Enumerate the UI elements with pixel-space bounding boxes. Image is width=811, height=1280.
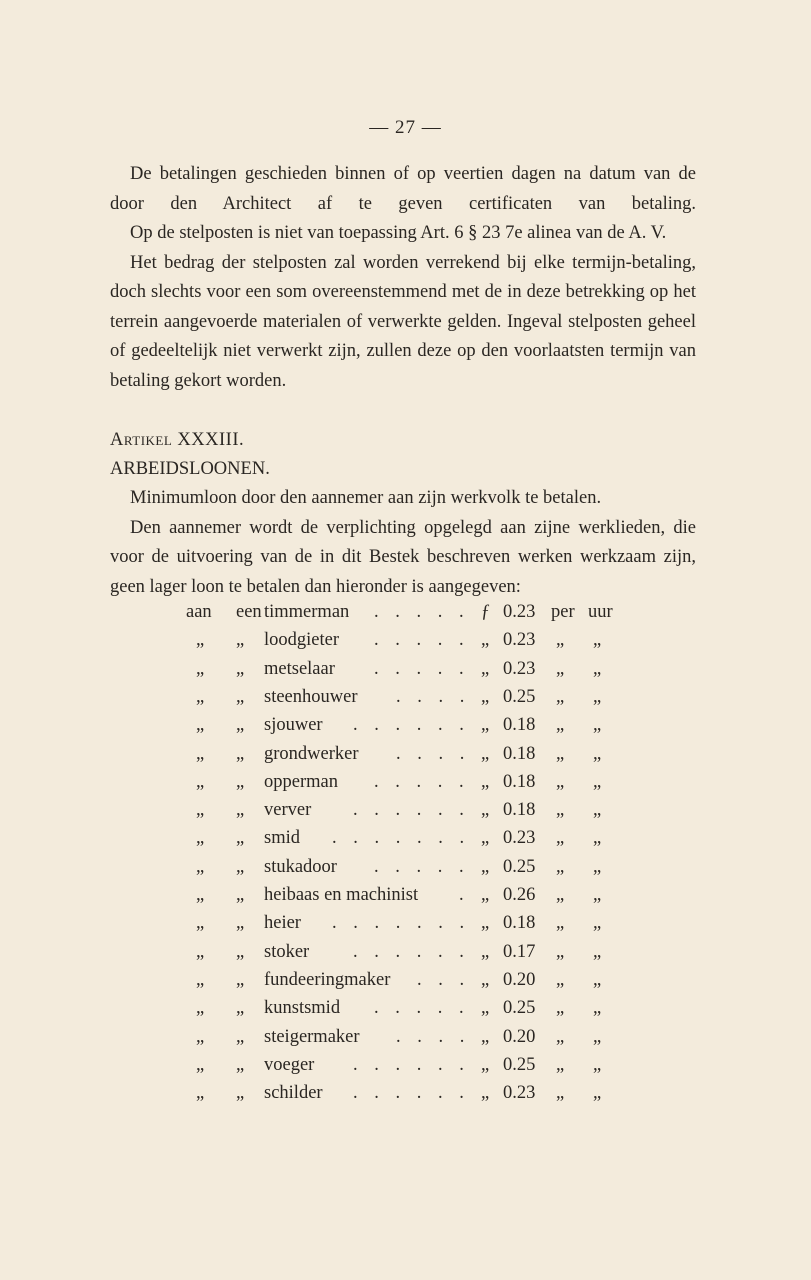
table-row [0, 885, 811, 913]
trade-name: voeger [264, 1054, 315, 1075]
currency-symbol: „ [481, 1054, 490, 1075]
unit-2: „ [593, 885, 602, 905]
table-row [0, 913, 811, 941]
unit-1: „ [556, 885, 565, 905]
table-row [0, 942, 811, 970]
wage-rate: 0.23 [503, 658, 536, 679]
row-prefix-2: „ [236, 771, 245, 792]
dot-leader: . . . . . [374, 856, 470, 877]
body-text [110, 160, 696, 396]
dot-leader: . . . . . [374, 998, 470, 1019]
unit-1: „ [556, 913, 565, 934]
trade-name: heier [264, 913, 301, 934]
wage-rate: 0.17 [503, 941, 536, 962]
unit-1: „ [556, 715, 565, 736]
dot-leader: . . . . . [374, 630, 470, 651]
unit-2: uur [588, 602, 613, 622]
unit-1: „ [556, 1083, 565, 1104]
table-row [0, 828, 811, 856]
table-row [0, 602, 811, 630]
row-prefix-1: „ [196, 743, 205, 764]
row-prefix-2: „ [236, 913, 245, 934]
dot-leader: . . . [417, 969, 471, 990]
table-row [0, 1083, 811, 1111]
row-prefix-2: „ [236, 828, 245, 849]
unit-1: „ [556, 800, 565, 821]
row-prefix-1: „ [196, 856, 205, 877]
trade-name: heibaas en machinist [264, 885, 419, 905]
wage-rate: 0.23 [503, 828, 536, 849]
paragraph-settlement: Het bedrag der stelposten zal worden verrekend bij elke termijn-betaling, doch slechts voor een som overeenstemmend met de in deze betrekking op het terrein aangevoerde materialen of verwerkte gelden. Ingeval stelposten geheel of gedeeltelijk niet verwerkt zijn, zullen deze op den voorlaatsten termijn van betaling gekort worden. [110, 252, 696, 391]
unit-1: „ [556, 771, 565, 792]
currency-symbol: „ [481, 743, 490, 764]
trade-name: steigermaker [264, 1026, 360, 1047]
currency-symbol: „ [481, 658, 490, 679]
row-prefix-2: „ [236, 630, 245, 651]
currency-symbol: „ [481, 998, 490, 1019]
unit-1: „ [556, 1054, 565, 1075]
unit-1: „ [556, 686, 565, 707]
row-prefix-1: aan [186, 602, 212, 622]
unit-2: „ [593, 1054, 602, 1075]
row-prefix-2: „ [236, 856, 245, 877]
wage-rate: 0.26 [503, 885, 536, 905]
table-row [0, 630, 811, 658]
wage-rate: 0.25 [503, 856, 536, 877]
trade-name: sjouwer [264, 715, 323, 736]
wage-rate: 0.25 [503, 686, 536, 707]
row-prefix-2: „ [236, 941, 245, 962]
trade-name: verver [264, 800, 312, 821]
row-prefix-2: „ [236, 969, 245, 990]
currency-symbol: „ [481, 828, 490, 849]
unit-1: „ [556, 998, 565, 1019]
wage-rate: 0.23 [503, 630, 536, 651]
trade-name: steenhouwer [264, 686, 358, 707]
unit-2: „ [593, 941, 602, 962]
row-prefix-1: „ [196, 800, 205, 821]
currency-symbol: ƒ [481, 602, 491, 622]
trade-name: stukadoor [264, 856, 337, 877]
trade-name: kunstsmid [264, 998, 341, 1019]
row-prefix-2: „ [236, 715, 245, 736]
currency-symbol: „ [481, 856, 490, 877]
wage-rate: 0.20 [503, 1026, 536, 1047]
unit-2: „ [593, 969, 602, 990]
unit-2: „ [593, 998, 602, 1019]
row-prefix-1: „ [196, 1026, 205, 1047]
article-title: ARBEIDSLOONEN. [110, 459, 270, 479]
dot-leader: . . . . . . [353, 800, 470, 821]
unit-1: „ [556, 856, 565, 877]
article-intro: Den aannemer wordt de verplichting opgelegd aan zijne werklieden, die voor de uitvoering van de in dit Bestek beschreven werken werkzaam zijn, geen lager loon te betalen dan hieronder is aangegeven: [110, 517, 696, 597]
dot-leader: . . . . [396, 686, 471, 707]
unit-2: „ [593, 630, 602, 651]
trade-name: opperman [264, 771, 338, 792]
unit-2: „ [593, 1083, 602, 1104]
dot-leader: . . . . . . . [332, 828, 471, 849]
wage-rate: 0.18 [503, 715, 536, 736]
unit-2: „ [593, 913, 602, 934]
unit-2: „ [593, 715, 602, 736]
row-prefix-1: „ [196, 969, 205, 990]
dot-leader: . . . . [396, 743, 471, 764]
wage-rate: 0.25 [503, 1054, 536, 1075]
row-prefix-2: „ [236, 885, 245, 905]
row-prefix-2: „ [236, 743, 245, 764]
trade-name: schilder [264, 1083, 323, 1104]
currency-symbol: „ [481, 771, 490, 792]
table-row [0, 970, 811, 998]
article-block [110, 426, 696, 602]
dot-leader: . [459, 885, 470, 905]
row-prefix-1: „ [196, 1054, 205, 1075]
row-prefix-1: „ [196, 913, 205, 934]
unit-1: „ [556, 1026, 565, 1047]
dot-leader: . . . . . [374, 658, 470, 679]
unit-1: „ [556, 743, 565, 764]
table-row [0, 1055, 811, 1083]
row-prefix-1: „ [196, 1083, 205, 1104]
row-prefix-1: „ [196, 630, 205, 651]
row-prefix-1: „ [196, 828, 205, 849]
table-row [0, 1027, 811, 1055]
unit-1: „ [556, 658, 565, 679]
row-prefix-2: een [236, 602, 262, 622]
wage-rate: 0.23 [503, 1083, 536, 1104]
unit-1: „ [556, 828, 565, 849]
table-row [0, 744, 811, 772]
currency-symbol: „ [481, 800, 490, 821]
page-number: — 27 — [369, 117, 442, 138]
trade-name: smid [264, 828, 300, 849]
table-row [0, 772, 811, 800]
unit-2: „ [593, 771, 602, 792]
currency-symbol: „ [481, 969, 490, 990]
article-subtitle: Minimumloon door den aannemer aan zijn werkvolk te betalen. [130, 488, 602, 508]
unit-2: „ [593, 800, 602, 821]
row-prefix-1: „ [196, 658, 205, 679]
dot-leader: . . . . . . . [332, 913, 471, 934]
row-prefix-2: „ [236, 658, 245, 679]
dot-leader: . . . . . . [353, 941, 470, 962]
unit-1: „ [556, 969, 565, 990]
row-prefix-2: „ [236, 686, 245, 707]
dot-leader: . . . . . . [353, 1083, 470, 1104]
row-prefix-2: „ [236, 1054, 245, 1075]
dot-leader: . . . . . . [353, 1054, 470, 1075]
table-row [0, 800, 811, 828]
currency-symbol: „ [481, 885, 490, 905]
table-row [0, 659, 811, 687]
unit-1: „ [556, 630, 565, 651]
unit-2: „ [593, 856, 602, 877]
row-prefix-1: „ [196, 941, 205, 962]
wage-rate: 0.18 [503, 743, 536, 764]
unit-2: „ [593, 658, 602, 679]
unit-1: „ [556, 941, 565, 962]
wage-rate: 0.18 [503, 771, 536, 792]
row-prefix-2: „ [236, 1083, 245, 1104]
wage-rate: 0.20 [503, 969, 536, 990]
currency-symbol: „ [481, 715, 490, 736]
dot-leader: . . . . [396, 1026, 471, 1047]
trade-name: metselaar [264, 658, 335, 679]
row-prefix-1: „ [196, 885, 205, 905]
currency-symbol: „ [481, 1026, 490, 1047]
trade-name: grondwerker [264, 743, 359, 764]
unit-1: per [551, 602, 575, 622]
dot-leader: . . . . . [374, 602, 470, 622]
article-label: Artikel XXXIII. [110, 430, 245, 450]
paragraph-stelposten: Op de stelposten is niet van toepassing Art. 6 § 23 7e alinea van de A. V. [130, 223, 667, 243]
dot-leader: . . . . . . [353, 715, 470, 736]
table-row [0, 715, 811, 743]
currency-symbol: „ [481, 1083, 490, 1104]
row-prefix-1: „ [196, 998, 205, 1019]
unit-2: „ [593, 743, 602, 764]
currency-symbol: „ [481, 686, 490, 707]
trade-name: fundeeringmaker [264, 969, 391, 990]
trade-name: loodgieter [264, 630, 340, 651]
table-row [0, 687, 811, 715]
row-prefix-2: „ [236, 800, 245, 821]
wage-rate: 0.23 [503, 602, 536, 622]
row-prefix-1: „ [196, 686, 205, 707]
row-prefix-2: „ [236, 998, 245, 1019]
table-row [0, 857, 811, 885]
row-prefix-1: „ [196, 715, 205, 736]
currency-symbol: „ [481, 941, 490, 962]
row-prefix-1: „ [196, 771, 205, 792]
row-prefix-2: „ [236, 1026, 245, 1047]
wage-rate: 0.25 [503, 998, 536, 1019]
unit-2: „ [593, 828, 602, 849]
dot-leader: . . . . . [374, 771, 470, 792]
currency-symbol: „ [481, 630, 490, 651]
wage-rate: 0.18 [503, 913, 536, 934]
trade-name: timmerman [264, 602, 350, 622]
unit-2: „ [593, 686, 602, 707]
trade-name: stoker [264, 941, 310, 962]
paragraph-payment-terms: De betalingen geschieden binnen of op veertien dagen na datum van de door den Architect af te geven certificaten van betaling. [110, 164, 696, 214]
wage-rate: 0.18 [503, 800, 536, 821]
currency-symbol: „ [481, 913, 490, 934]
table-row [0, 998, 811, 1026]
unit-2: „ [593, 1026, 602, 1047]
